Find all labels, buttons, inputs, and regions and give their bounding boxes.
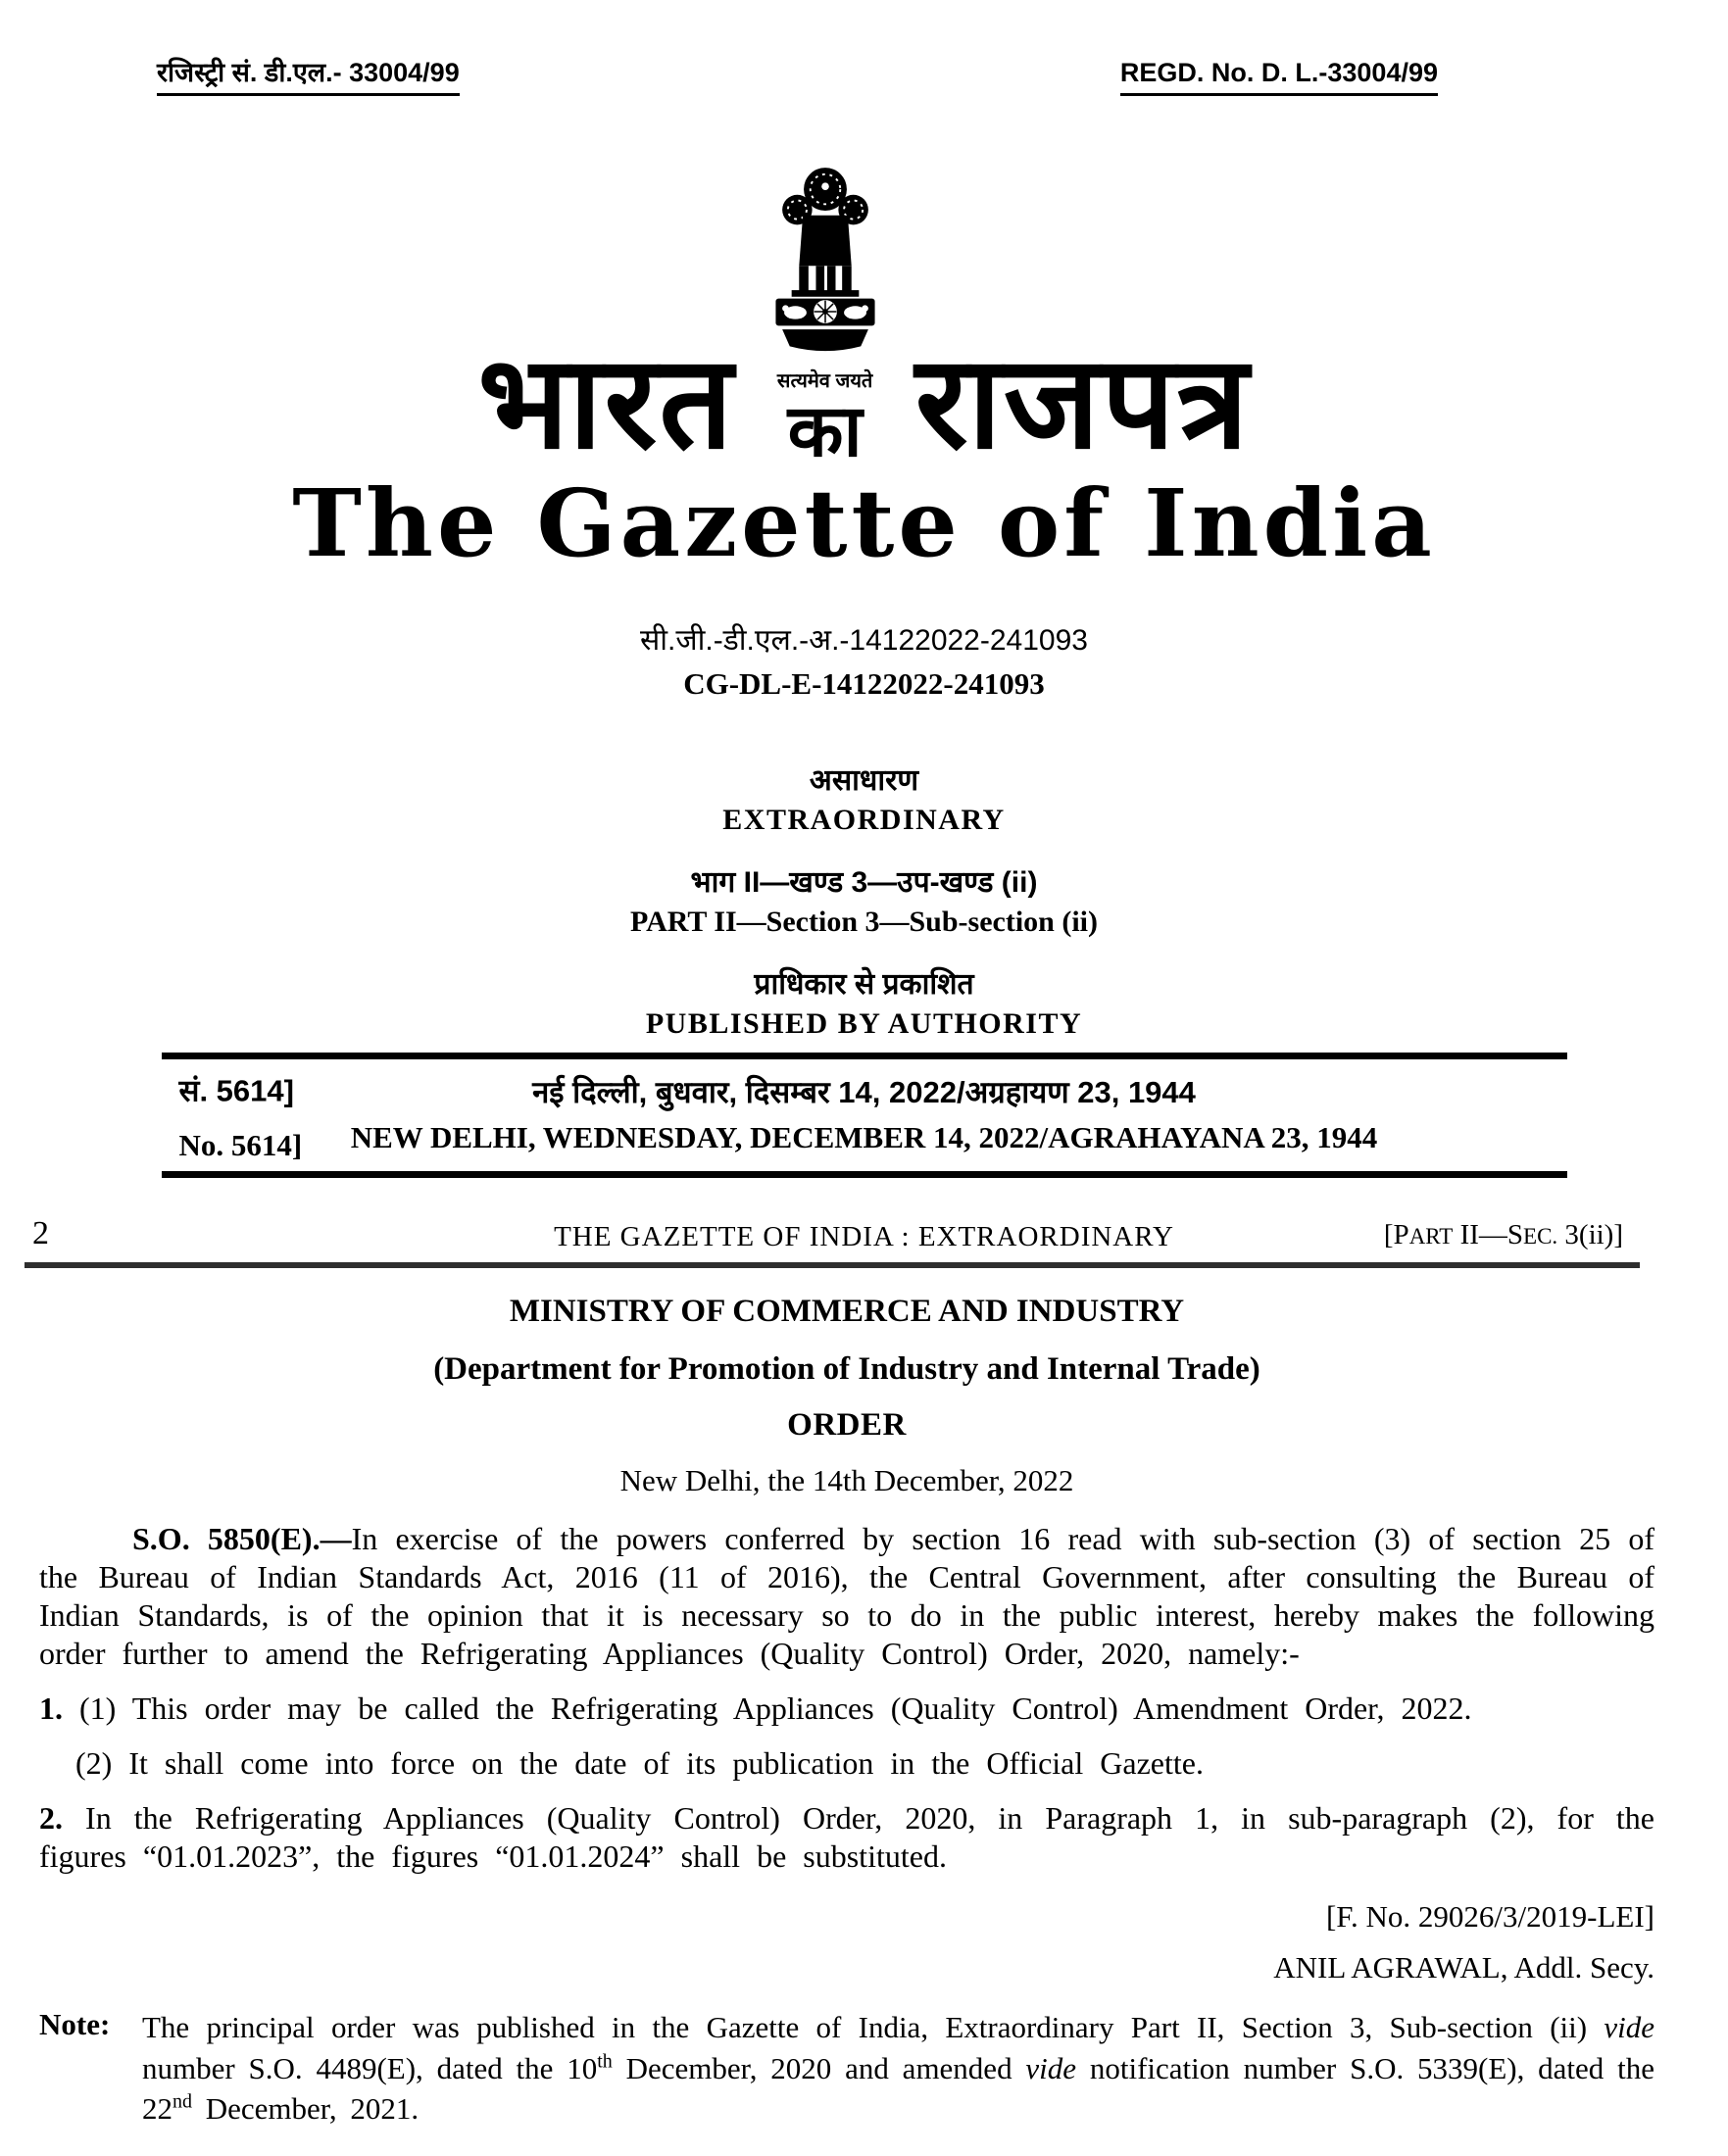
classification-block <box>0 759 1728 1041</box>
footnote-vide: vide <box>1604 2010 1654 2045</box>
so-text: In exercise of the powers conferred by section 16 read with sub-section (3) of section 25 of the Bureau of Indian Standards Act, 2016 (11 of 2016), the Central Government, after consulting the Bureau of Indian Standards, is of the opinion that it is necessary so to do in the public interest, hereby makes the following order further to amend the Refrigerating Appliances (Quality Control) Order, 2020, namely:- <box>39 1521 1655 1672</box>
masthead-title-bharat: भारत <box>477 329 735 474</box>
masthead-emblem-column <box>765 161 886 471</box>
authority-label-english: PUBLISHED BY AUTHORITY <box>645 1007 1083 1041</box>
place-date-line: New Delhi, the 14th December, 2022 <box>619 1463 1074 1498</box>
footnote-text <box>142 2007 1654 2130</box>
issue-date-english: NEW DELHI, WEDNESDAY, DECEMBER 14, 2022/AGRAHAYANA 23, 1944 <box>350 1120 1378 1155</box>
issue-number-english: No. 5614] <box>178 1127 303 1162</box>
issue-date-hindi: नई दिल्ली, बुधवार, दिसम्बर 14, 2022/अग्रहायण 23, 1944 <box>532 1075 1196 1110</box>
footnote-segment: December, 2020 and amended <box>612 2050 1026 2085</box>
so-number: S.O. 5850(E).— <box>132 1521 352 1557</box>
part-ref-segment: II—S <box>1453 1219 1524 1251</box>
authority-label-hindi: प्राधिकार से प्रकाशित <box>754 968 974 1002</box>
gazette-code-block <box>0 618 1728 702</box>
footnote-ordinal: nd <box>173 2091 192 2114</box>
part-ref-segment: [P <box>1383 1219 1409 1251</box>
running-head-rule <box>25 1262 1640 1268</box>
extraordinary-label-english: EXTRAORDINARY <box>722 804 1006 837</box>
code-number-hindi: सी.जी.-डी.एल.-अ.-14122022-241093 <box>640 624 1088 658</box>
ministry-heading: MINISTRY OF COMMERCE AND INDUSTRY <box>509 1294 1185 1330</box>
registry-number-hindi: रजिस्ट्री सं. डी.एल.- 33004/99 <box>157 59 460 96</box>
footnote-ordinal: th <box>597 2050 613 2073</box>
signatory-line: ANIL AGRAWAL, Addl. Secy. <box>1273 1950 1654 1985</box>
issue-row-english <box>162 1114 1567 1171</box>
issue-row-hindi <box>162 1059 1567 1114</box>
part-section-hindi: भाग II—खण्ड 3—उप-खण्ड (ii) <box>690 866 1038 900</box>
masthead-title-ka: का <box>787 389 863 471</box>
footnote-segment: notification number S.O. 5339(E), dated the 22 <box>142 2050 1654 2127</box>
regd-number-english: REGD. No. D. L.-33004/99 <box>1120 59 1438 96</box>
footnote-segment: The principal order was published in the Gazette of India, Extraordinary Part II, Section 3, Sub-section (ii) <box>142 2010 1605 2045</box>
emblem-motto: सत्यमेव जयते <box>776 369 873 392</box>
file-number: [F. No. 29026/3/2019-LEI] <box>1325 1899 1654 1935</box>
part-ref-segment: 3(ii)] <box>1557 1219 1623 1251</box>
footnote <box>39 2007 1654 2130</box>
part-ref-segment: ART <box>1408 1224 1454 1250</box>
paragraph-2 <box>39 1799 1654 1876</box>
footnote-segment: number S.O. 4489(E), dated the 10 <box>142 2050 598 2085</box>
gazette-title-english: The Gazette of India <box>292 469 1436 579</box>
issue-number-hindi: सं. 5614] <box>178 1073 294 1108</box>
order-content <box>39 1294 1654 2130</box>
running-head <box>0 1215 1728 1256</box>
part-ref-segment: EC. <box>1523 1224 1558 1250</box>
so-paragraph <box>39 1520 1654 1673</box>
department-heading: (Department for Promotion of Industry and Internal Trade) <box>433 1351 1260 1388</box>
issue-banner <box>162 1053 1567 1178</box>
masthead-title-rajpatra: राजपत्र <box>914 329 1251 474</box>
paragraph-1-sub-2: (2) It shall come into force on the date of its publication in the Official Gazette. <box>75 1745 1204 1782</box>
double-rule-top <box>162 1053 1567 1059</box>
paragraph-2-text: In the Refrigerating Appliances (Quality Control) Order, 2020, in Paragraph 1, in sub-paragraph (2), for the figures “01.01.2023”, the figures “01.01.2024” shall be substituted. <box>39 1800 1654 1875</box>
paragraph-2-number: 2. <box>39 1800 63 1837</box>
code-number-english: CG-DL-E-14122022-241093 <box>683 666 1045 702</box>
footnote-vide: vide <box>1025 2050 1077 2085</box>
paragraph-1-number: 1. <box>39 1690 63 1727</box>
order-heading: ORDER <box>787 1407 907 1444</box>
running-head-part-ref <box>1384 1219 1623 1251</box>
paragraph-1 <box>39 1690 1654 1728</box>
footnote-segment: December, 2021. <box>192 2091 420 2127</box>
registration-header <box>0 0 1728 96</box>
part-section-english: PART II—Section 3—Sub-section (ii) <box>629 906 1099 939</box>
lion-capital-emblem-icon <box>765 161 886 363</box>
footnote-label: Note: <box>39 2007 111 2042</box>
extraordinary-label-hindi: असाधारण <box>809 764 919 798</box>
double-rule-bottom <box>162 1171 1567 1178</box>
masthead <box>0 161 1728 474</box>
page-number: 2 <box>32 1215 49 1252</box>
paragraph-1-text: (1) This order may be called the Refrigerating Appliances (Quality Control) Amendment Order, 2022. <box>63 1690 1472 1727</box>
running-head-title: THE GAZETTE OF INDIA : EXTRAORDINARY <box>554 1221 1174 1253</box>
